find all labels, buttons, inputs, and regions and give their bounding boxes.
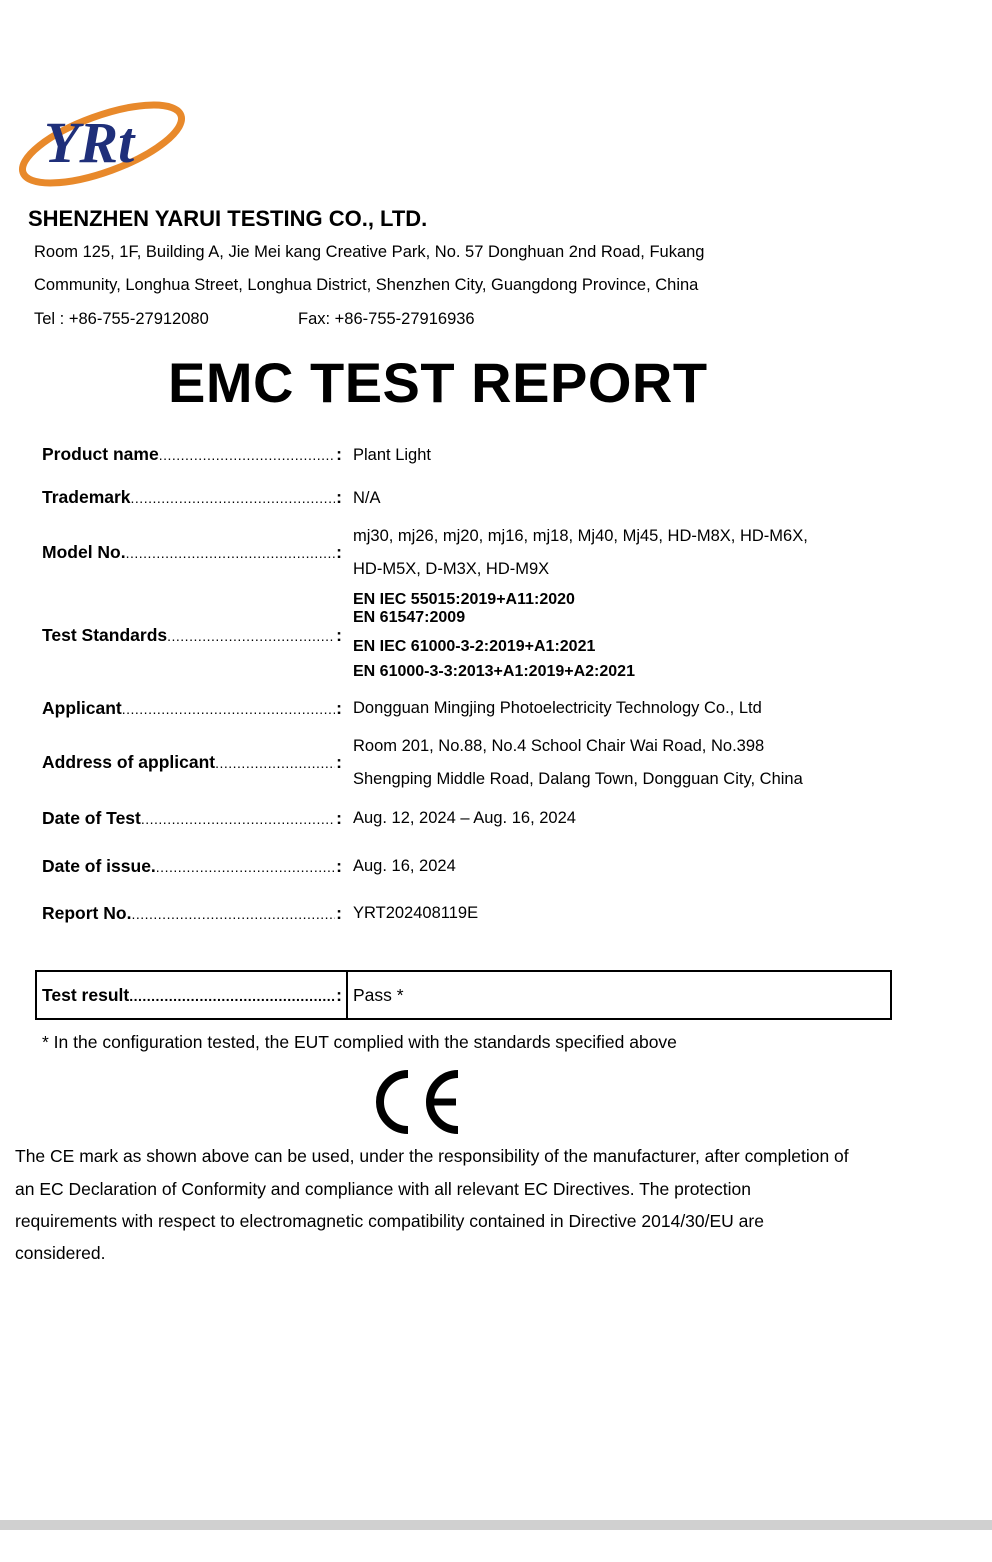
page-footer-separator — [0, 1520, 992, 1530]
ce-paragraph-line: an EC Declaration of Conformity and compliance with all relevant EC Directives. The protection — [15, 1179, 751, 1199]
model-no-value-line2: HD-M5X, D-M3X, HD-M9X — [353, 560, 550, 578]
report-no-label: Report No. ..... : — [42, 903, 342, 924]
yrt-logo-graphic — [14, 88, 190, 192]
address-of-applicant-value-line1: Room 201, No.88, No.4 School Chair Wai Road, No.398 — [353, 737, 765, 755]
address-of-applicant-label: Address of applicant ..... : — [42, 752, 342, 773]
ce-mark — [368, 1068, 464, 1136]
ce-mark-icon — [368, 1068, 464, 1136]
report-title: EMC TEST REPORT — [168, 351, 708, 414]
ce-paragraph-line: considered. — [15, 1243, 106, 1263]
test-result-divider — [346, 970, 348, 1020]
test-result-label: Test result ..... : — [42, 985, 342, 1006]
address-of-applicant-value-line2: Shengping Middle Road, Dalang Town, Dongguan City, China — [353, 770, 803, 788]
date-of-test-label: Date of Test ..... : — [42, 808, 342, 829]
ce-paragraph-line: The CE mark as shown above can be used, under the responsibility of the manufacturer, after completion of — [15, 1146, 849, 1166]
date-of-test-value: Aug. 12, 2024 – Aug. 16, 2024 — [353, 809, 576, 827]
model-no-value-line1: mj30, mj26, mj20, mj16, mj18, Mj40, Mj45, HD-M8X, HD-M6X, — [353, 527, 808, 545]
date-of-issue-label: Date of issue. ..... : — [42, 856, 342, 877]
test-result-footnote: * In the configuration tested, the EUT complied with the standards specified above — [42, 1032, 677, 1052]
company-tel: Tel : +86-755-27912080 — [34, 310, 209, 328]
test-standard-item: EN 61000-3-3:2013+A1:2019+A2:2021 — [353, 663, 635, 680]
applicant-label: Applicant ..... : — [42, 698, 342, 719]
ce-paragraph-line: requirements with respect to electromagnetic compatibility contained in Directive 2014/30/EU are — [15, 1211, 764, 1231]
test-standard-item: EN IEC 61000-3-2:2019+A1:2021 — [353, 638, 596, 655]
applicant-value: Dongguan Mingjing Photoelectricity Technology Co., Ltd — [353, 699, 762, 717]
model-no-label: Model No. ..... : — [42, 542, 342, 563]
company-address-line1: Room 125, 1F, Building A, Jie Mei kang Creative Park, No. 57 Donghuan 2nd Road, Fukang — [34, 243, 705, 261]
test-standards-label: Test Standards ..... : — [42, 625, 342, 646]
company-address-line2: Community, Longhua Street, Longhua District, Shenzhen City, Guangdong Province, China — [34, 276, 699, 294]
product-name-label: Product name ..... : — [42, 444, 342, 465]
trademark-value: N/A — [353, 489, 381, 507]
test-standard-item: EN 61547:2009 — [353, 609, 466, 626]
date-of-issue-value: Aug. 16, 2024 — [353, 857, 456, 875]
test-result-value: Pass * — [353, 985, 404, 1005]
trademark-label: Trademark ..... : — [42, 487, 342, 508]
logo-text: YRt — [44, 110, 135, 175]
product-name-value: Plant Light — [353, 446, 431, 464]
test-standard-item: EN IEC 55015:2019+A11:2020 — [353, 591, 575, 608]
company-logo — [14, 88, 190, 192]
company-name: SHENZHEN YARUI TESTING CO., LTD. — [28, 206, 428, 231]
company-fax: Fax: +86-755-27916936 — [298, 310, 475, 328]
report-no-value: YRT202408119E — [353, 904, 479, 922]
